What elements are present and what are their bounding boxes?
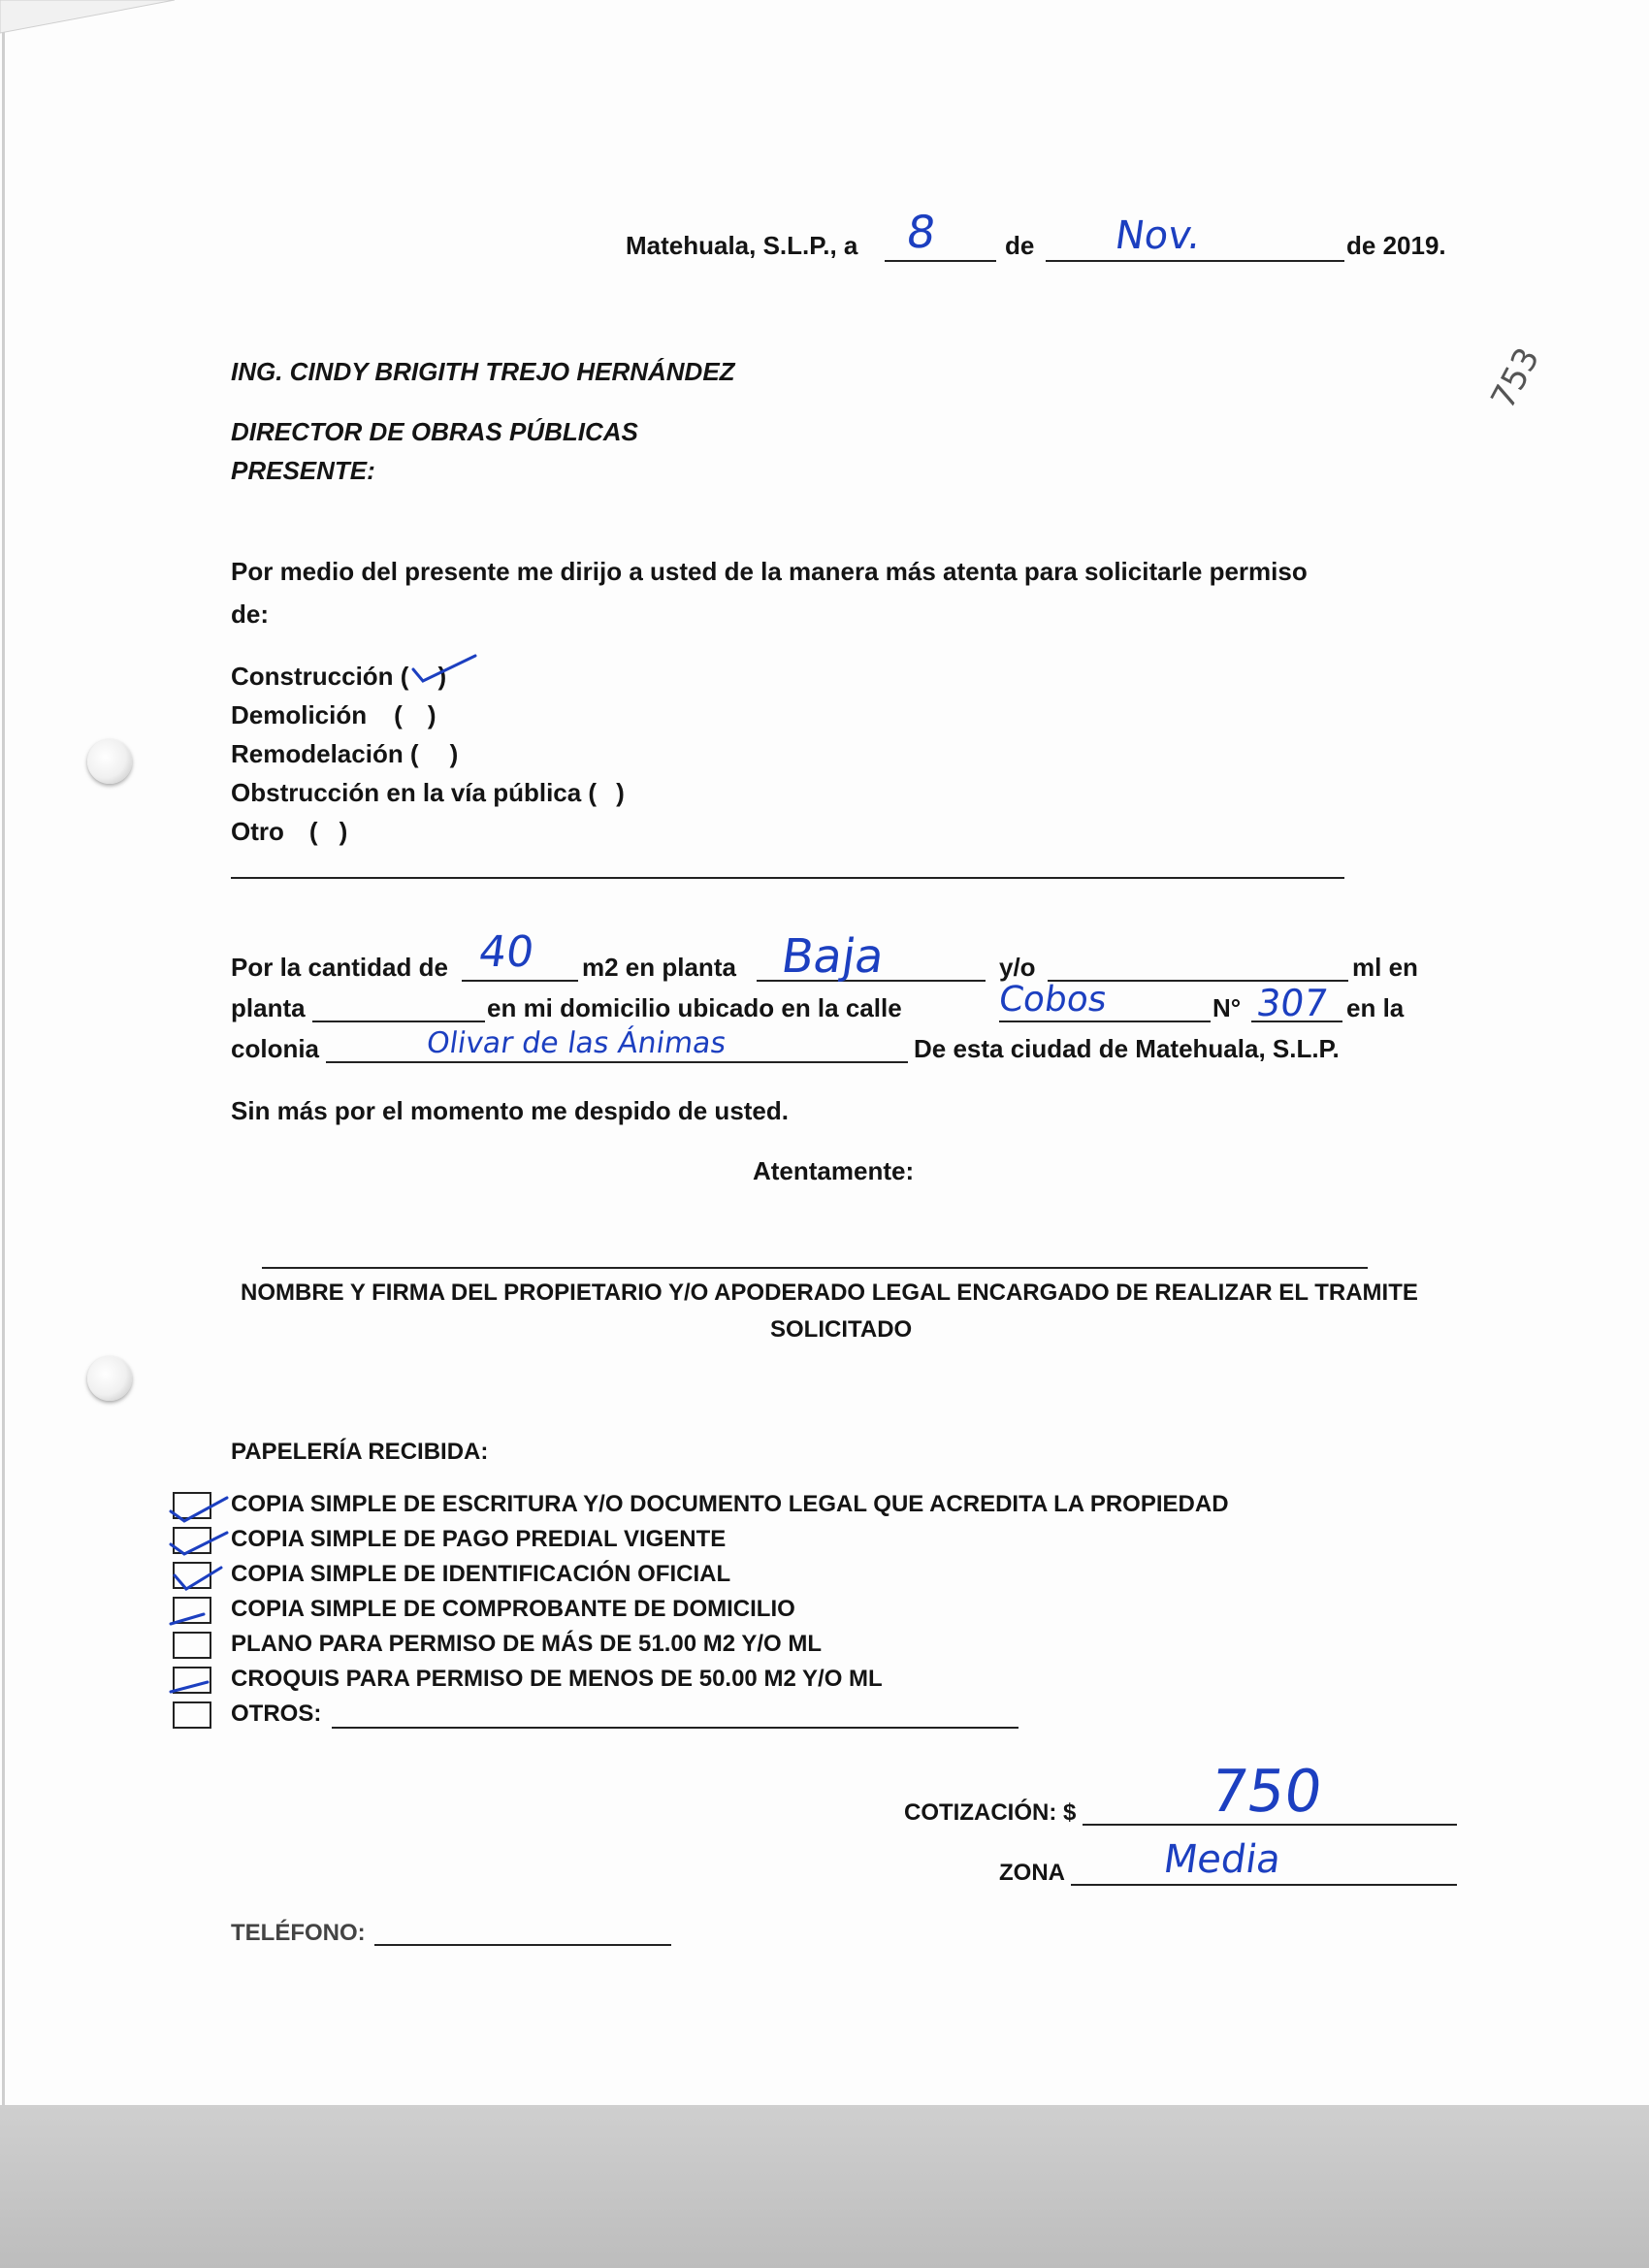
place-date-prefix: Matehuala, S.L.P., a xyxy=(626,231,858,260)
punch-hole-top xyxy=(87,739,132,784)
signature-line xyxy=(262,1267,1368,1269)
permit-otro-label: Otro xyxy=(231,817,284,846)
permit-demolicion xyxy=(231,700,436,729)
domicilio-text: en mi domicilio ubicado en la calle xyxy=(487,993,902,1022)
scanner-shadow xyxy=(0,2105,1649,2268)
permit-obstruccion-label: Obstrucción en la vía pública ( xyxy=(231,778,598,807)
request-line-2: de: xyxy=(231,599,269,629)
signature-caption-line-1: NOMBRE Y FIRMA DEL PROPIETARIO Y/O APODERADO LEGAL ENCARGADO DE REALIZAR EL TRAMITE xyxy=(241,1280,1418,1306)
ml-en-label: ml en xyxy=(1352,953,1418,982)
planta-handwritten: Baja xyxy=(778,929,889,984)
permit-demolicion-open: ( xyxy=(394,700,403,729)
day-line xyxy=(885,260,996,262)
month-line xyxy=(1046,260,1344,262)
colonia-line xyxy=(326,1061,908,1063)
papeleria-item-predial: COPIA SIMPLE DE PAGO PREDIAL VIGENTE xyxy=(231,1526,727,1552)
addressee-name: ING. CINDY BRIGITH TREJO HERNÁNDEZ xyxy=(231,357,735,386)
zona-line xyxy=(1071,1884,1457,1886)
planta-label: planta xyxy=(231,993,306,1022)
page-edge xyxy=(2,0,5,2105)
cotizacion-label: COTIZACIÓN: $ xyxy=(904,1799,1077,1826)
permit-obstruccion-close: ) xyxy=(616,778,625,807)
papeleria-title: PAPELERÍA RECIBIDA: xyxy=(231,1439,489,1465)
papeleria-item-identificacion: COPIA SIMPLE DE IDENTIFICACIÓN OFICIAL xyxy=(231,1561,731,1587)
papeleria-item-escritura: COPIA SIMPLE DE ESCRITURA Y/O DOCUMENTO LEGAL QUE ACREDITA LA PROPIEDAD xyxy=(231,1491,1229,1517)
papeleria-item-domicilio: COPIA SIMPLE DE COMPROBANTE DE DOMICILIO xyxy=(231,1596,795,1622)
construccion-check-mark xyxy=(405,652,483,691)
calle-line xyxy=(999,1021,1211,1022)
day-handwritten: 8 xyxy=(903,206,940,258)
permit-otro-close: ) xyxy=(339,817,348,846)
permit-otro-open: ( xyxy=(308,817,318,846)
telefono-line xyxy=(374,1944,671,1946)
qty-prefix: Por la cantidad de xyxy=(231,953,448,982)
qty-handwritten: 40 xyxy=(475,927,537,977)
punch-hole-bottom xyxy=(87,1356,132,1401)
m2-en-planta-label: m2 en planta xyxy=(582,953,736,982)
request-line-1: Por medio del presente me dirijo a usted de la manera más atenta para solicitarle permiso xyxy=(231,557,1308,586)
ciudad-text: De esta ciudad de Matehuala, S.L.P. xyxy=(914,1034,1340,1063)
permit-remodelacion-close: ) xyxy=(449,739,459,768)
permit-demolicion-close: ) xyxy=(427,700,436,729)
en-la-label: en la xyxy=(1346,993,1405,1022)
zona-label: ZONA xyxy=(999,1860,1065,1886)
otro-specify-line xyxy=(231,877,1344,879)
y-o-label: y/o xyxy=(999,953,1036,982)
numero-label: N° xyxy=(1212,993,1242,1022)
telefono-label: TELÉFONO: xyxy=(231,1920,366,1946)
numero-handwritten: 307 xyxy=(1253,982,1331,1024)
permit-remodelacion-label: Remodelación ( xyxy=(231,739,419,768)
zona-handwritten: Media xyxy=(1160,1837,1284,1882)
permit-otro xyxy=(231,817,347,846)
signature-caption-line-2: SOLICITADO xyxy=(770,1316,913,1343)
papeleria-checkbox-otros[interactable] xyxy=(173,1701,211,1729)
corner-handwritten-note: 753 xyxy=(1483,340,1548,416)
farewell-text: Sin más por el momento me despido de usted. xyxy=(231,1096,789,1125)
permit-obstruccion xyxy=(231,778,625,807)
calle-handwritten: Cobos xyxy=(996,980,1110,1020)
qty-line xyxy=(462,980,578,982)
papeleria-item-plano: PLANO PARA PERMISO DE MÁS DE 51.00 M2 Y/O ML xyxy=(231,1631,822,1657)
addressee-presente: PRESENTE: xyxy=(231,456,375,485)
permit-construccion-label: Construcción ( xyxy=(231,662,409,691)
planta-ml-line xyxy=(312,1021,485,1022)
papeleria-check-marks xyxy=(165,1482,242,1705)
cotizacion-handwritten: 750 xyxy=(1206,1758,1327,1826)
month-handwritten: Nov. xyxy=(1112,213,1204,258)
corner-fold xyxy=(0,0,194,39)
de-label: de xyxy=(1005,231,1035,260)
papeleria-item-otros: OTROS: xyxy=(231,1701,322,1727)
permit-construccion-close: ) xyxy=(437,662,447,691)
addressee-position: DIRECTOR DE OBRAS PÚBLICAS xyxy=(231,417,638,446)
permit-remodelacion xyxy=(231,739,458,768)
permit-demolicion-label: Demolición xyxy=(231,700,368,729)
colonia-handwritten: Olivar de las Ánimas xyxy=(424,1026,728,1060)
colonia-label: colonia xyxy=(231,1034,320,1063)
otros-line xyxy=(332,1727,1018,1729)
year-suffix: de 2019. xyxy=(1346,231,1446,260)
atentamente-label: Atentamente: xyxy=(753,1156,915,1185)
papeleria-item-croquis: CROQUIS PARA PERMISO DE MENOS DE 50.00 M2 Y/O ML xyxy=(231,1666,883,1692)
